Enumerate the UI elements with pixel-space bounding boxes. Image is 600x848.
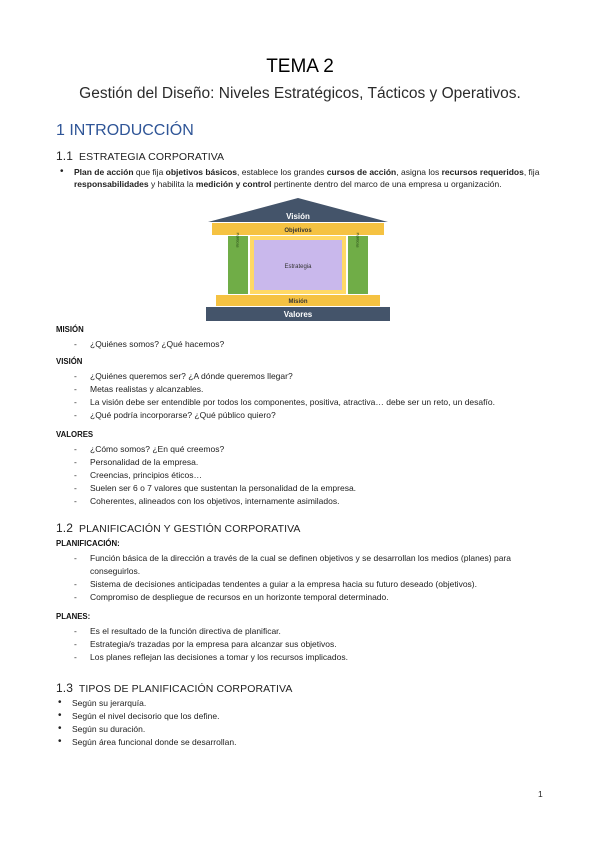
subsection-number: 1.1 [56, 149, 73, 163]
intro-paragraph [56, 166, 546, 192]
section-title: INTRODUCCIÓN [69, 122, 194, 139]
planes-label: PLANES: [56, 612, 91, 621]
strategy-temple-diagram [206, 196, 390, 322]
valores-label: VALORES [56, 430, 94, 439]
document-page: TEMA 2 Gestión del Diseño: Niveles Estratégicos, Tácticos y Operativos. 1 INTRODUCCIÓN 1.1 ESTRATEGIA CORPORATIVA • Plan de acción que fija objetivos básicos, establece los grandes cursos de acción, asigna los recursos requeridos, fija responsabilidades y habilita la medición y control pertinente dentro del marco de una empresa u organización. Visión Objetivos Políticas Políticas Estrategia Misión Valores MISIÓN - ¿Quiénes somos? ¿Qué hacemos? VISIÓN - ¿Quiénes queremos ser? ¿A dónde queremos llegar? - Metas realistas y alcanzables. - La visión debe ser entendible por todos los componentes, positiva, atractiva… debe ser un reto, un desafío. - ¿Qué podría incorporarse? ¿Qué público quiero? VALORES - ¿Cómo somos? ¿En qué creemos? - Personalidad de la empresa. - Creencias, principios éticos… - Suelen ser 6 o 7 valores que sustentan la personalidad de la empresa. - Coherentes, alineados con los objetivos, internamente asimilados. 1.2 PLANIFICACIÓN Y GESTIÓN CORPORATIVA PLANIFICACIÓN: - Función básica de la dirección a través de la cual se definen objetivos y se desarrollan los medios (planes) para conseguirlos. - Sistema de decisiones anticipadas tendentes a guiar a la empresa hacia su futuro deseado (objetivos). - Compromiso de despliegue de recursos en un horizonte temporal determinado. PLANES: - Es el resultado de la función directiva de planificar. - Estrategia/s trazadas por la empresa para alcanzar sus objetivos. - Los planes reflejan las decisiones a tomar y los recursos implicados. 1.3 TIPOS DE PLANIFICACIÓN CORPORATIVA • Según su jerarquía. • Según el nivel decisorio que los define. • Según su duración. • Según área funcional donde se desarrollan. 1 [0, 0, 600, 848]
diagram-mision-label: Misión [288, 299, 308, 305]
intro-span: , fija [523, 167, 540, 177]
intro-text [74, 166, 544, 190]
diagram-politicas-right-label: Políticas [355, 232, 361, 248]
page-title: TEMA 2 [266, 56, 334, 77]
intro-span: pertinente dentro del marco de una empresa u organización. [271, 179, 502, 189]
subsection-title: TIPOS DE PLANIFICACIÓN CORPORATIVA [78, 683, 293, 695]
intro-bold: objetivos básicos [165, 167, 238, 177]
mision-label: MISIÓN [56, 325, 84, 334]
page-subtitle: Gestión del Diseño: Niveles Estratégicos, Tácticos y Operativos. [79, 85, 521, 102]
intro-bold: recursos requeridos [441, 167, 524, 177]
intro-bold: cursos de acción [326, 167, 397, 177]
intro-span: , establece los grandes [237, 167, 327, 177]
diagram-valores-label: Valores [283, 310, 313, 319]
subsection-title: PLANIFICACIÓN Y GESTIÓN CORPORATIVA [79, 523, 301, 535]
bullet-icon: • [60, 166, 64, 177]
diagram-objetivos-label: Objetivos [284, 228, 312, 234]
subsection-title: ESTRATEGIA CORPORATIVA [79, 151, 225, 163]
intro-bold: Plan de acción [74, 167, 134, 177]
page-number: 1 [538, 789, 543, 799]
section-number: 1 [56, 122, 65, 139]
diagram-politicas-left-label: Políticas [235, 232, 241, 248]
vision-label: VISIÓN [56, 357, 83, 366]
intro-bold: responsabilidades [74, 179, 149, 189]
subsection-heading-tipos [56, 681, 292, 695]
intro-span: y habilita la [148, 179, 196, 189]
subsection-number: 1.2 [56, 521, 73, 535]
section-heading-introduccion [56, 122, 194, 140]
subsection-heading-planificacion [56, 521, 301, 535]
intro-span: que fija [133, 167, 166, 177]
subsection-heading-estrategia [56, 149, 224, 163]
diagram-estrategia-label: Estrategia [284, 264, 312, 270]
subsection-number: 1.3 [56, 681, 73, 695]
diagram-vision-label: Visión [286, 212, 310, 221]
intro-bold: medición y control [195, 179, 272, 189]
intro-span: , asigna los [396, 167, 442, 177]
planificacion-label: PLANIFICACIÓN: [56, 539, 120, 548]
